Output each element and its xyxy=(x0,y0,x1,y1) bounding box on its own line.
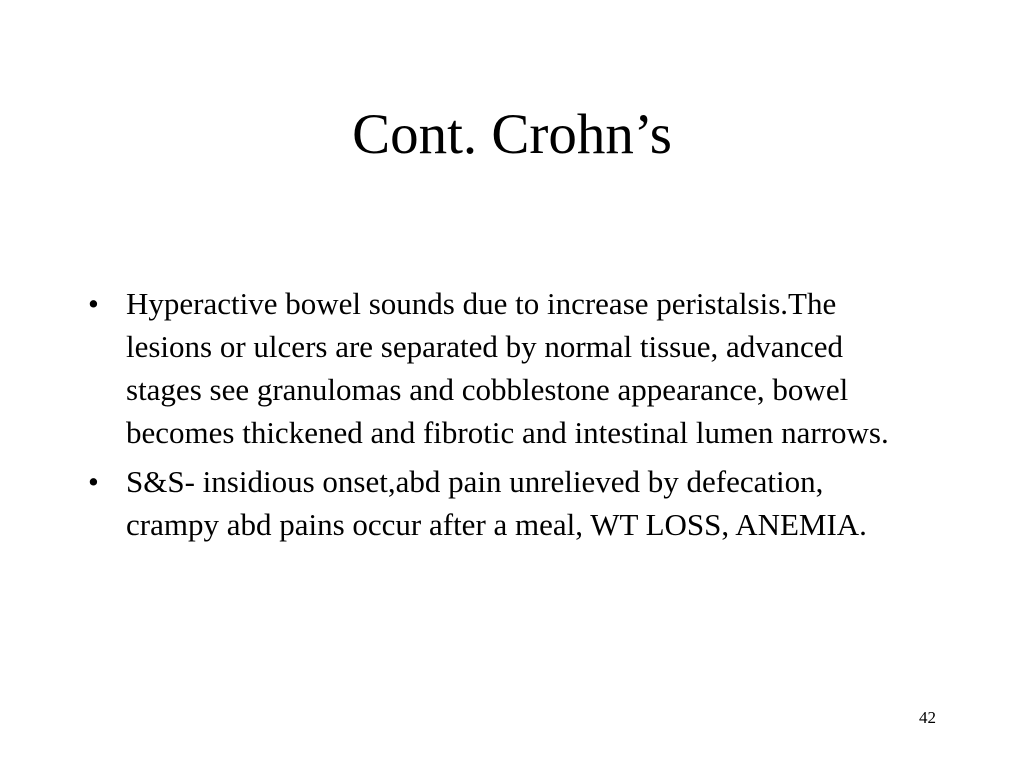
bullet-marker: • xyxy=(88,286,99,321)
bullet-text: Hyperactive bowel sounds due to increase peristalsis.The lesions or ulcers are separated by normal tissue, advanced stages see granulomas and cobblestone appearance, bowel becomes thickened and fibrotic and intestinal lumen narrows. xyxy=(126,286,889,450)
slide-title: Cont. Crohn’s xyxy=(352,103,672,166)
slide-number: 42 xyxy=(919,708,936,727)
bullet-item xyxy=(88,282,908,454)
bullet-marker: • xyxy=(88,464,99,499)
bullet-text: S&S- insidious onset,abd pain unrelieved by defecation, crampy abd pains occur after a meal, WT LOSS, ANEMIA. xyxy=(126,464,867,542)
bullet-list xyxy=(88,282,908,552)
bullet-item xyxy=(88,460,908,546)
